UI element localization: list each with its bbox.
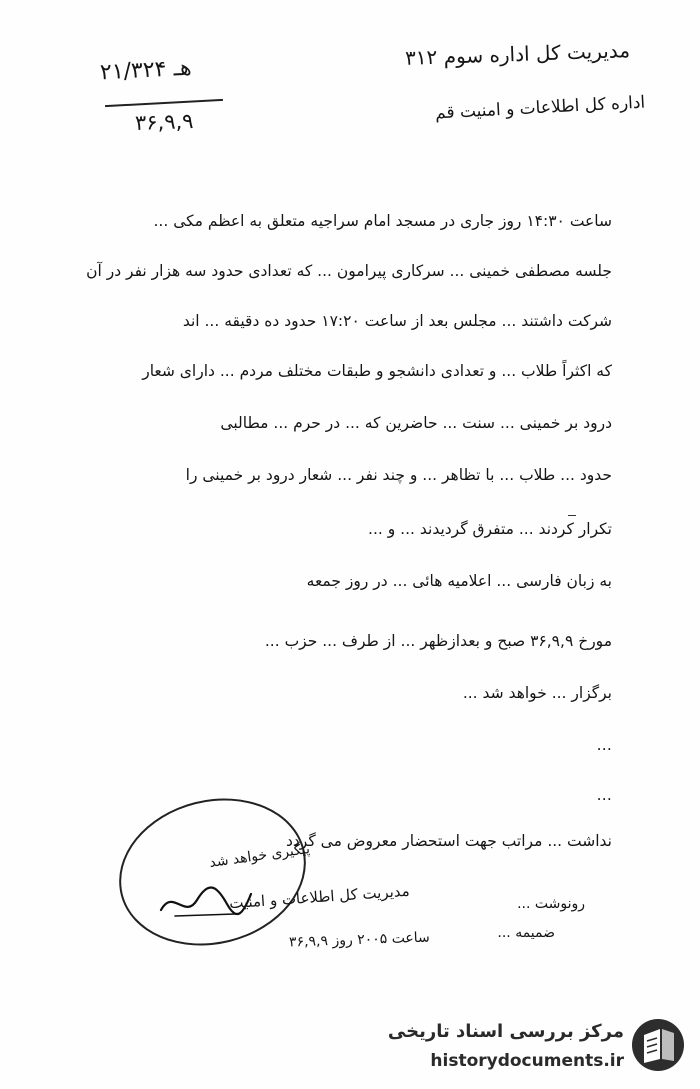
- margin-tick: [568, 515, 576, 516]
- body-line: که اکثراً طلاب ... و تعدادی دانشجو و طبقات مختلف مردم ... دارای شعار: [142, 362, 612, 380]
- watermark-url: historydocuments.ir: [430, 1051, 624, 1071]
- header-addressee-line1: مدیریت کل اداره سوم ۳۱۲: [404, 38, 631, 70]
- body-line: نداشت ... مراتب جهت استحضار معروض می گردد: [285, 832, 612, 850]
- body-line: مورخ ۳۶,۹,۹ صبح و بعدازظهر ... از طرف ... حزب ...: [264, 632, 612, 650]
- body-line: حدود ... طلاب ... با تظاهر ... و چند نفر ... شعار درود بر خمینی را: [185, 466, 612, 484]
- body-line: به زبان فارسی ... اعلامیه هائی ... در روز جمعه: [306, 572, 612, 590]
- body-line: جلسه مصطفی خمینی ... سرکاری پیرامون ... که تعدادی حدود سه هزار نفر در آن: [86, 262, 612, 280]
- body-line: برگزار ... خواهد شد ...: [462, 684, 612, 702]
- body-line: تکرار کردند ... متفرق گردیدند ... و ...: [368, 520, 612, 538]
- body-line: ...: [596, 736, 612, 754]
- circled-annotation-text: پیگیری خواهد شد: [208, 841, 311, 871]
- archive-watermark: [386, 1017, 686, 1079]
- body-line: ...: [596, 786, 612, 804]
- body-line: درود بر خمینی ... سنت ... حاضرین که ... در حرم ... مطالبی: [220, 414, 612, 432]
- body-line: ساعت ۱۴:۳۰ روز جاری در مسجد امام سراجیه متعلق به اعظم مکی ...: [153, 212, 612, 230]
- archive-logo-icon: [630, 1017, 686, 1073]
- watermark-title: مرکز بررسی اسناد تاریخی: [387, 1021, 624, 1042]
- body-line: شرکت داشتند ... مجلس بعد از ساعت ۱۷:۲۰ حدود ده دقیقه ... اند: [182, 312, 612, 330]
- header-addressee-line2: اداره کل اطلاعات و امنیت قم: [434, 92, 646, 124]
- reference-divider: [105, 99, 223, 107]
- reference-date: ۳۶,۹,۹: [134, 108, 194, 136]
- reference-number: ۲۱/۳۲۴ هـ: [99, 55, 193, 86]
- footer-line2: ضمیمه ...: [497, 925, 555, 941]
- footer-line1: رونوشت ...: [517, 896, 585, 912]
- signature-label: مدیریت کل اطلاعات و امنیت: [228, 881, 411, 913]
- footer-date-line: ساعت ۲۰۰۵ روز ۳۶,۹,۹: [288, 929, 431, 951]
